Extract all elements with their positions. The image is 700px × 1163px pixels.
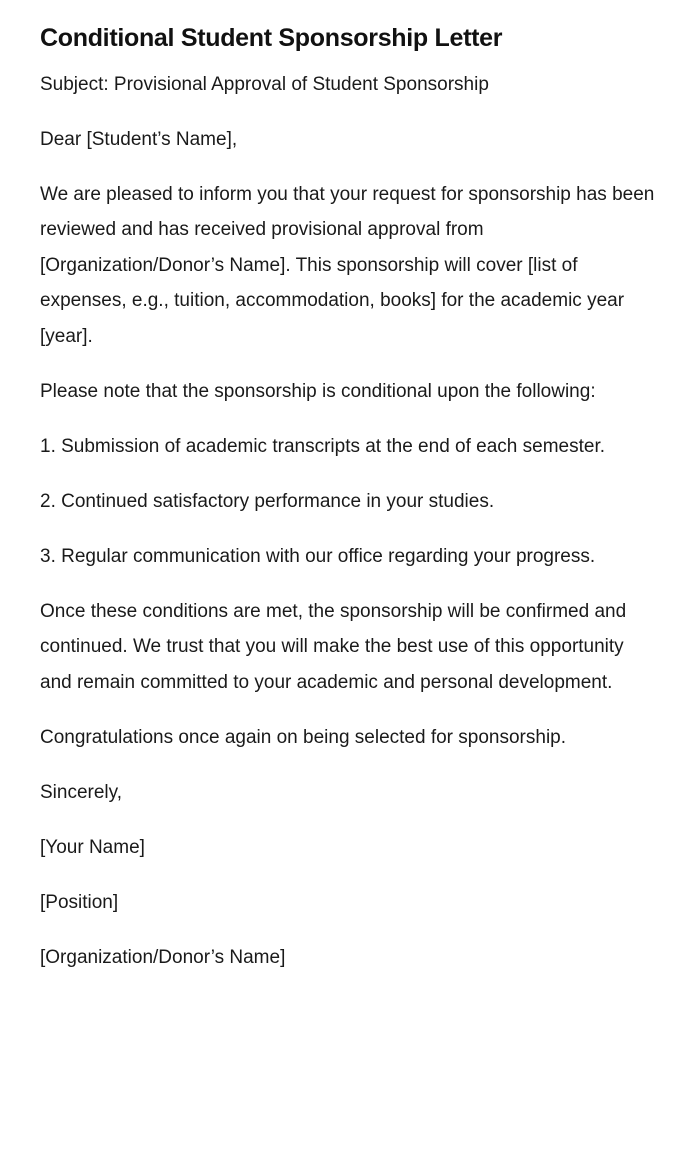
- salutation: Dear [Student’s Name],: [40, 128, 238, 150]
- body-paragraph: Congratulations once again on being selected for sponsorship.: [40, 726, 567, 748]
- signer-organization: [Organization/Donor’s Name]: [40, 946, 286, 968]
- subject-line: Subject: Provisional Approval of Student Sponsorship: [40, 74, 489, 95]
- condition-item: 3. Regular communication with our office regarding your progress.: [40, 545, 596, 567]
- body-paragraph: Please note that the sponsorship is conditional upon the following:: [40, 380, 596, 402]
- condition-item: 2. Continued satisfactory performance in your studies.: [40, 490, 495, 512]
- letter-title: Conditional Student Sponsorship Letter: [40, 24, 503, 52]
- body-paragraph: We are pleased to inform you that your request for sponsorship has been reviewed and has received provisional approval from [Organization/Donor’s Name]. This sponsorship will cover [list of expenses, e.g., tuition, accommodation, books] for the academic year [year].: [40, 183, 655, 347]
- body-paragraph: Once these conditions are met, the sponsorship will be confirmed and continued. We trust that you will make the best use of this opportunity and remain committed to your academic and personal development.: [40, 600, 627, 693]
- closing: Sincerely,: [40, 781, 123, 803]
- signer-position: [Position]: [40, 891, 119, 913]
- condition-item: 1. Submission of academic transcripts at the end of each semester.: [40, 435, 606, 457]
- signer-name: [Your Name]: [40, 836, 145, 858]
